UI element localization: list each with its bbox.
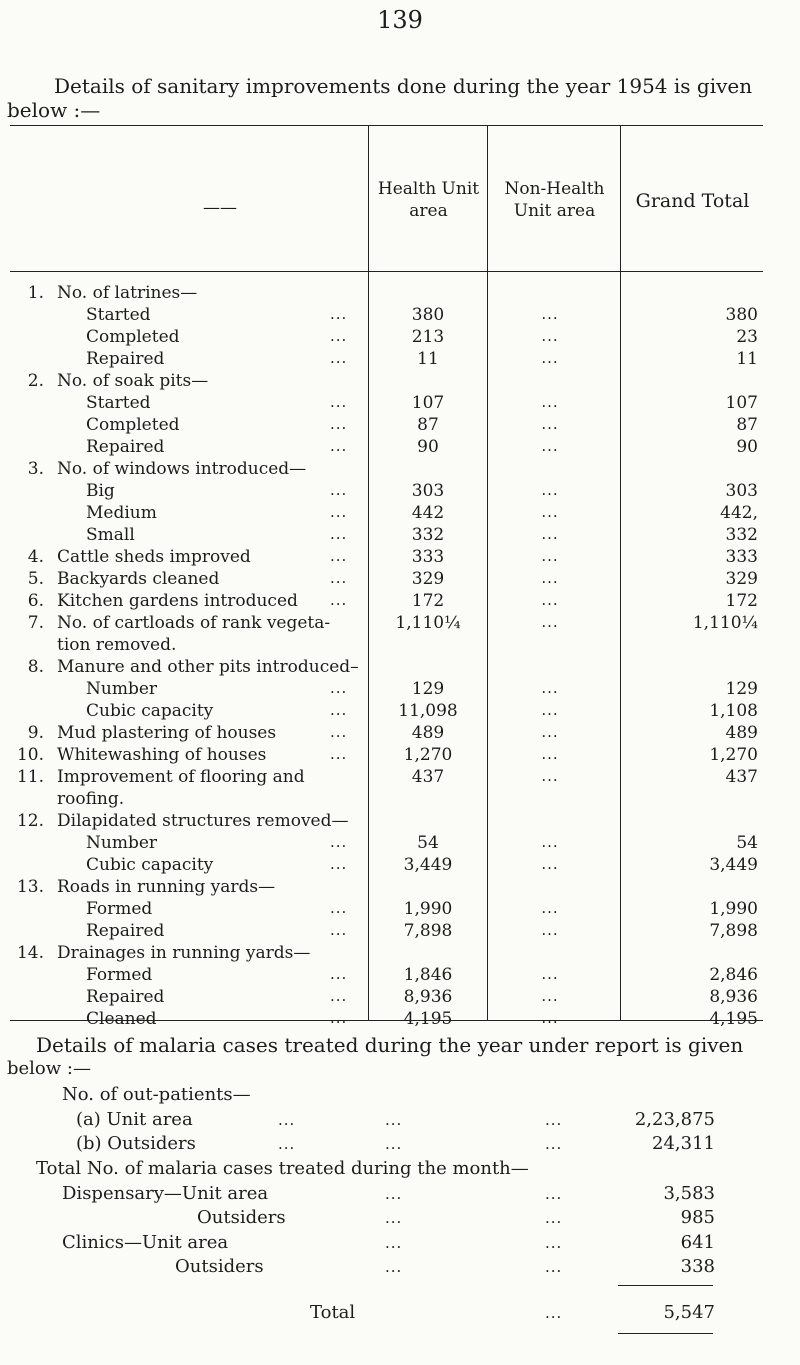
non-health-cell: ... (541, 437, 559, 455)
grand-total-cell: 8,936 (709, 987, 758, 1007)
health-unit-cell: 380 (411, 305, 445, 325)
row-label: Big (86, 481, 115, 501)
leader-dots: ... (385, 1209, 403, 1227)
dispensary-unit-value: 3,583 (663, 1183, 715, 1204)
dispensary-unit-label: Dispensary—Unit area (62, 1183, 269, 1204)
malaria-intro: Details of malaria cases treated during the year under report is given (36, 1033, 744, 1057)
health-unit-cell: 11 (417, 349, 439, 369)
total-label: Total (310, 1302, 356, 1323)
row-label: tion removed. (57, 635, 177, 655)
dispensary-outsiders-value: 985 (680, 1207, 715, 1228)
leader-dots: ... (330, 899, 348, 917)
health-unit-cell: 8,936 (403, 987, 453, 1007)
row-label: Mud plastering of houses (57, 723, 277, 743)
row-label: Roads in running yards— (57, 877, 276, 897)
clinics-unit-label: Clinics—Unit area (62, 1232, 229, 1253)
row-label: Medium (86, 503, 157, 523)
table-header-rule (10, 271, 763, 272)
row-label: Drainages in running yards— (57, 943, 311, 963)
health-unit-cell: 7,898 (403, 921, 453, 941)
health-unit-cell: 3,449 (403, 855, 453, 875)
grand-total-cell: 489 (725, 723, 758, 743)
row-number: 6. (27, 591, 44, 611)
row-label: Cleaned (86, 1009, 157, 1029)
row-label: Improvement of flooring and (57, 767, 305, 787)
non-health-cell: ... (541, 833, 559, 851)
health-unit-cell: 329 (411, 569, 445, 589)
health-unit-cell: 1,846 (403, 965, 453, 985)
leader-dots: ... (330, 701, 348, 719)
non-health-cell: ... (541, 1009, 559, 1027)
row-number: 4. (27, 547, 44, 567)
health-unit-cell: 1,110¼ (395, 613, 461, 633)
row-number: 8. (27, 657, 44, 677)
non-health-cell: ... (541, 327, 559, 345)
leader-dots: ... (330, 1009, 348, 1027)
leader-dots: ... (545, 1185, 563, 1203)
outsiders-value: 24,311 (652, 1133, 715, 1154)
leader-dots: ... (330, 723, 348, 741)
grand-total-cell: 90 (736, 437, 758, 457)
health-unit-cell: 332 (411, 525, 445, 545)
clinics-outsiders-label: Outsiders (175, 1256, 264, 1277)
sum-rule (618, 1285, 713, 1286)
grand-total-cell: 303 (725, 481, 758, 501)
row-label: Small (86, 525, 135, 545)
leader-dots: ... (545, 1304, 563, 1322)
leader-dots: ... (545, 1258, 563, 1276)
grand-total-cell: 54 (736, 833, 758, 853)
total-underline (618, 1333, 713, 1334)
non-health-cell: ... (541, 415, 559, 433)
grand-total-cell: 1,110¼ (692, 613, 758, 633)
row-label: No. of soak pits— (57, 371, 209, 391)
table-top-rule (10, 125, 763, 126)
non-health-cell: ... (541, 899, 559, 917)
row-label: Repaired (86, 437, 165, 457)
leader-dots: ... (385, 1135, 403, 1153)
leader-dots: ... (385, 1258, 403, 1276)
header-blank: —— (203, 198, 237, 218)
health-unit-cell: 303 (411, 481, 445, 501)
leader-dots: ... (330, 591, 348, 609)
row-label: Formed (86, 899, 153, 919)
grand-total-cell: 4,195 (709, 1009, 758, 1029)
row-label: No. of cartloads of rank vegeta- (57, 613, 331, 633)
leader-dots: ... (545, 1111, 563, 1129)
non-health-cell: ... (541, 569, 559, 587)
row-label: Started (86, 393, 151, 413)
row-label: Completed (86, 327, 180, 347)
row-number: 2. (27, 371, 44, 391)
grand-total-cell: 3,449 (709, 855, 758, 875)
grand-total-cell: 332 (725, 525, 758, 545)
row-number: 10. (16, 745, 44, 765)
non-health-cell: ... (541, 921, 559, 939)
row-label: Formed (86, 965, 153, 985)
leader-dots: ... (330, 503, 348, 521)
non-health-cell: ... (541, 767, 559, 785)
health-unit-cell: 107 (411, 393, 445, 413)
non-health-cell: ... (541, 591, 559, 609)
non-health-cell: ... (541, 679, 559, 697)
non-health-cell: ... (541, 525, 559, 543)
row-number: 14. (16, 943, 44, 963)
leader-dots: ... (330, 921, 348, 939)
grand-total-cell: 329 (725, 569, 758, 589)
grand-total-cell: 1,270 (709, 745, 758, 765)
intro-text-cont: below :— (7, 98, 101, 122)
grand-total-cell: 172 (725, 591, 758, 611)
outsiders-label: (b) Outsiders (76, 1133, 196, 1154)
non-health-cell: ... (541, 349, 559, 367)
row-label: No. of windows introduced— (57, 459, 307, 479)
leader-dots: ... (545, 1135, 563, 1153)
malaria-intro-cont: below :— (7, 1058, 91, 1079)
grand-total-cell: 7,898 (709, 921, 758, 941)
row-label: Cubic capacity (86, 701, 214, 721)
col-divider-3 (620, 125, 621, 1020)
health-unit-cell: 54 (417, 833, 439, 853)
leader-dots: ... (330, 327, 348, 345)
row-number: 12. (16, 811, 44, 831)
health-unit-cell: 90 (417, 437, 439, 457)
leader-dots: ... (278, 1111, 296, 1129)
total-heading: Total No. of malaria cases treated during the month— (36, 1158, 529, 1179)
leader-dots: ... (330, 437, 348, 455)
leader-dots: ... (330, 525, 348, 543)
row-label: No. of latrines— (57, 283, 198, 303)
row-label: Manure and other pits introduced– (57, 657, 359, 677)
dispensary-outsiders-label: Outsiders (197, 1207, 286, 1228)
intro-text: Details of sanitary improvements done during the year 1954 is given (54, 74, 753, 98)
health-unit-cell: 129 (411, 679, 445, 699)
non-health-cell: ... (541, 723, 559, 741)
row-number: 3. (27, 459, 44, 479)
row-label: Whitewashing of houses (57, 745, 267, 765)
leader-dots: ... (330, 305, 348, 323)
grand-total-cell: 380 (725, 305, 758, 325)
header-grand-total: Grand Total (635, 190, 750, 212)
non-health-cell: ... (541, 745, 559, 763)
non-health-cell: ... (541, 393, 559, 411)
leader-dots: ... (385, 1185, 403, 1203)
health-unit-cell: 1,990 (403, 899, 453, 919)
page-number: 139 (377, 6, 423, 34)
grand-total-cell: 107 (725, 393, 758, 413)
clinics-unit-value: 641 (680, 1232, 715, 1253)
grand-total-cell: 23 (736, 327, 758, 347)
header-health-unit: Health Unit area (377, 179, 480, 221)
leader-dots: ... (385, 1111, 403, 1129)
leader-dots: ... (330, 393, 348, 411)
health-unit-cell: 442 (411, 503, 445, 523)
health-unit-cell: 333 (411, 547, 445, 567)
row-label: Cubic capacity (86, 855, 214, 875)
row-label: Cattle sheds improved (57, 547, 251, 567)
leader-dots: ... (330, 745, 348, 763)
leader-dots: ... (330, 481, 348, 499)
grand-total-cell: 333 (725, 547, 758, 567)
unit-area-value: 2,23,875 (634, 1109, 715, 1130)
non-health-cell: ... (541, 547, 559, 565)
row-number: 11. (16, 767, 44, 787)
leader-dots: ... (330, 547, 348, 565)
health-unit-cell: 213 (411, 327, 445, 347)
non-health-cell: ... (541, 305, 559, 323)
row-number: 9. (27, 723, 44, 743)
leader-dots: ... (330, 965, 348, 983)
row-label: Number (86, 833, 158, 853)
leader-dots: ... (330, 833, 348, 851)
leader-dots: ... (545, 1234, 563, 1252)
grand-total-cell: 437 (725, 767, 758, 787)
grand-total-cell: 442, (720, 503, 758, 523)
row-label: Completed (86, 415, 180, 435)
row-label: Number (86, 679, 158, 699)
non-health-cell: ... (541, 965, 559, 983)
row-number: 1. (27, 283, 44, 303)
row-label: Backyards cleaned (57, 569, 220, 589)
health-unit-cell: 4,195 (403, 1009, 453, 1029)
non-health-cell: ... (541, 701, 559, 719)
row-label: Started (86, 305, 151, 325)
row-label: Repaired (86, 349, 165, 369)
row-number: 7. (27, 613, 44, 633)
clinics-outsiders-value: 338 (680, 1256, 715, 1277)
grand-total-cell: 11 (736, 349, 758, 369)
grand-total-cell: 1,108 (709, 701, 758, 721)
outpatients-heading: No. of out-patients— (62, 1084, 251, 1105)
grand-total-cell: 1,990 (709, 899, 758, 919)
leader-dots: ... (330, 855, 348, 873)
row-label: roofing. (57, 789, 125, 809)
leader-dots: ... (330, 987, 348, 1005)
grand-total-cell: 129 (725, 679, 758, 699)
header-non-health-unit: Non-Health Unit area (504, 179, 605, 221)
unit-area-label: (a) Unit area (76, 1109, 193, 1130)
row-label: Dilapidated structures removed— (57, 811, 349, 831)
row-label: Kitchen gardens introduced (57, 591, 298, 611)
health-unit-cell: 1,270 (403, 745, 453, 765)
leader-dots: ... (278, 1135, 296, 1153)
leader-dots: ... (545, 1209, 563, 1227)
grand-total-cell: 2,846 (709, 965, 758, 985)
leader-dots: ... (330, 349, 348, 367)
non-health-cell: ... (541, 503, 559, 521)
non-health-cell: ... (541, 855, 559, 873)
health-unit-cell: 87 (417, 415, 439, 435)
total-value: 5,547 (663, 1302, 715, 1323)
row-number: 5. (27, 569, 44, 589)
health-unit-cell: 172 (411, 591, 445, 611)
non-health-cell: ... (541, 613, 559, 631)
health-unit-cell: 489 (411, 723, 445, 743)
health-unit-cell: 11,098 (398, 701, 458, 721)
col-divider-1 (368, 125, 369, 1020)
grand-total-cell: 87 (736, 415, 758, 435)
leader-dots: ... (330, 415, 348, 433)
col-divider-2 (487, 125, 488, 1020)
leader-dots: ... (330, 679, 348, 697)
health-unit-cell: 437 (411, 767, 445, 787)
non-health-cell: ... (541, 987, 559, 1005)
row-label: Repaired (86, 987, 165, 1007)
row-number: 13. (16, 877, 44, 897)
row-label: Repaired (86, 921, 165, 941)
leader-dots: ... (385, 1234, 403, 1252)
leader-dots: ... (330, 569, 348, 587)
non-health-cell: ... (541, 481, 559, 499)
